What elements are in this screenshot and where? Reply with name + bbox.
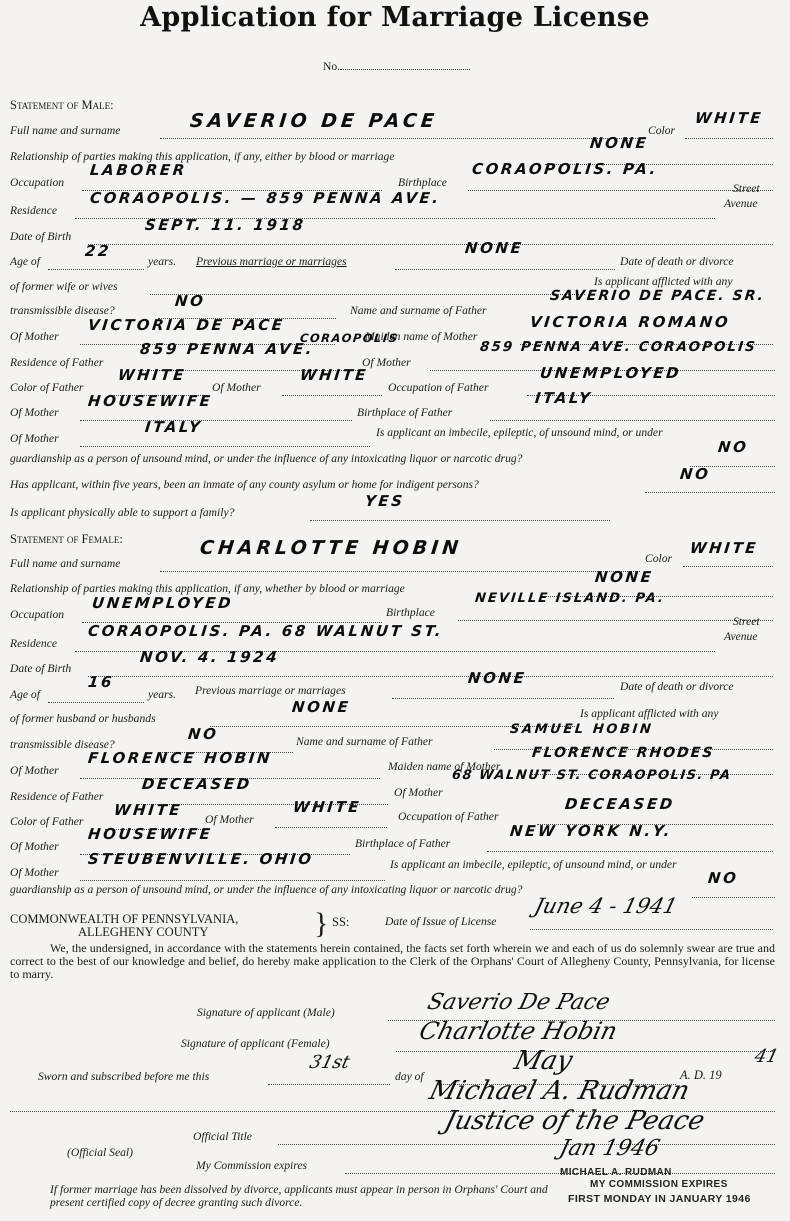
male-birthplace-father-value: ITALY	[534, 389, 594, 407]
issue-date-label: Date of Issue of License	[385, 915, 497, 928]
issue-date-value: June 4 - 1941	[532, 894, 680, 918]
female-father-name-value: SAMUEL HOBIN	[509, 722, 655, 737]
male-occ-mother-label: Of Mother	[10, 406, 59, 419]
female-mother-value: FLORENCE HOBIN	[87, 749, 274, 767]
male-residence-label: Residence	[10, 204, 57, 217]
number-blank	[340, 69, 470, 70]
commission-value: Jan 1946	[556, 1136, 663, 1161]
female-occ-father-value: DECEASED	[564, 795, 676, 813]
female-guardianship-line	[692, 897, 775, 898]
female-birthplace-mother-value: STEUBENVILLE. OHIO	[87, 850, 315, 868]
female-imbecile-label: Is applicant an imbecile, epileptic, of unsound mind, or under	[390, 858, 677, 871]
ad-label: A. D. 19	[680, 1068, 722, 1082]
male-relationship-value: NONE	[589, 134, 650, 152]
male-occ-mother-value: HOUSEWIFE	[87, 392, 214, 410]
female-maiden-label: Maiden name of Mother	[388, 760, 501, 773]
female-occ-mother-label: Of Mother	[10, 840, 59, 853]
female-birthplace-father-value: NEW YORK N.Y.	[509, 822, 674, 840]
female-full-name-label: Full name and surname	[10, 557, 121, 570]
sworn-day-line	[268, 1084, 390, 1085]
male-birthplace-mother-label: Of Mother	[10, 432, 59, 445]
female-color-mother-label: Of Mother	[205, 813, 254, 826]
male-age-value: 22	[84, 242, 113, 260]
male-occupation-label: Occupation	[10, 176, 65, 189]
sworn-day-label: day of	[395, 1070, 424, 1083]
female-occupation-label: Occupation	[10, 608, 65, 621]
male-maiden-value: VICTORIA ROMANO	[529, 313, 732, 331]
male-transmissible-label: transmissible disease?	[10, 304, 115, 317]
male-age-label: Age of	[10, 255, 40, 268]
male-birthplace-father-label: Birthplace of Father	[357, 406, 453, 419]
male-transmissible-value: NO	[174, 292, 207, 310]
female-full-name-line	[160, 571, 640, 572]
female-birthplace-value: NEVILLE ISLAND. PA.	[474, 591, 666, 606]
male-color-label: Color	[648, 124, 676, 137]
male-birthplace-mother-value: ITALY	[144, 418, 204, 436]
female-occ-father-label: Occupation of Father	[398, 810, 499, 823]
male-signature-label: Signature of applicant (Male)	[197, 1006, 335, 1019]
female-res-mother-value: 68 WALNUT ST. CORAOPOLIS. PA	[451, 768, 733, 783]
issue-date-line	[530, 929, 773, 930]
male-birthplace-value: CORAOPOLIS. PA.	[471, 160, 659, 178]
female-birthplace-father-line	[487, 851, 773, 852]
female-color-father-label: Color of Father	[10, 815, 84, 828]
male-asylum-line	[645, 492, 775, 493]
commonwealth-line2: ALLEGHENY COUNTY	[78, 925, 209, 939]
male-asylum-value: NO	[679, 465, 712, 483]
female-signature-label: Signature of applicant (Female)	[181, 1037, 330, 1050]
application-number	[323, 60, 470, 73]
male-color-mother-value: WHITE	[299, 366, 370, 384]
commission-label: My Commission expires	[196, 1159, 307, 1172]
number-label: No.	[323, 60, 341, 73]
female-maiden-value: FLORENCE RHODES	[531, 745, 716, 761]
male-dob-value: SEPT. 11. 1918	[144, 216, 307, 234]
sworn-month-value: May	[511, 1046, 576, 1076]
male-section-heading: Statement of Male:	[10, 98, 114, 112]
male-guardianship-value: NO	[717, 438, 750, 456]
female-guardianship-label: guardianship as a person of unsound mind, or under the influence of any intoxicating liquor or narcotic drug?	[10, 883, 523, 896]
female-occ-mother-value: HOUSEWIFE	[87, 825, 214, 843]
female-former-spouse-label: of former husband or husbands	[10, 712, 156, 725]
male-color-mother-label: Of Mother	[212, 381, 261, 394]
official-title-line	[278, 1144, 775, 1145]
female-res-father-label: Residence of Father	[10, 790, 104, 803]
male-afflicted-label: Is applicant afflicted with any	[594, 275, 733, 288]
official-seal-label: (Official Seal)	[67, 1146, 134, 1159]
female-signature-line	[396, 1051, 775, 1052]
female-dob-value: NOV. 4. 1924	[139, 648, 281, 666]
male-years-label: years.	[148, 255, 177, 268]
male-full-name-label: Full name and surname	[10, 124, 121, 137]
female-age-value: 16	[87, 673, 116, 691]
male-guardianship-label: guardianship as a person of unsound mind, or under the influence of any intoxicating liquor or narcotic drug?	[10, 452, 523, 465]
commonwealth-brace: }	[314, 907, 329, 940]
male-occupation-value: LABORER	[89, 161, 188, 179]
male-res-mother-label: Of Mother	[362, 356, 411, 369]
notary-stamp-commission: MY COMMISSION EXPIRES	[590, 1179, 728, 1190]
female-prev-marriage-value: NONE	[467, 669, 528, 687]
male-age-line	[48, 269, 144, 270]
official-title-label: Official Title	[193, 1130, 252, 1143]
female-birthplace-father-label: Birthplace of Father	[355, 837, 451, 850]
female-age-line	[48, 702, 144, 703]
male-occ-mother-line	[80, 420, 352, 421]
female-prev-marriage-label: Previous marriage or marriages	[195, 684, 346, 697]
male-street-label: Street	[733, 182, 760, 195]
female-father-name-label: Name and surname of Father	[296, 735, 433, 748]
male-occ-father-label: Occupation of Father	[388, 381, 489, 394]
male-color-value: WHITE	[694, 109, 765, 127]
female-color-label: Color	[645, 552, 673, 565]
notary-stamp-expiry: FIRST MONDAY IN JANUARY 1946	[568, 1193, 751, 1205]
female-section-heading: Statement of Female:	[10, 532, 123, 546]
male-birthplace-mother-line	[80, 446, 370, 447]
female-residence-label: Residence	[10, 637, 57, 650]
male-imbecile-label: Is applicant an imbecile, epileptic, of unsound mind, or under	[376, 426, 663, 439]
female-birthplace-label: Birthplace	[386, 606, 435, 619]
female-color-mother-line	[275, 827, 387, 828]
male-color-line	[685, 138, 773, 139]
commonwealth-line1: COMMONWEALTH OF PENNSYLVANIA,	[10, 912, 239, 926]
female-relationship-label: Relationship of parties making this application, if any, whether by blood or marriage	[10, 582, 405, 595]
official-title-value: Justice of the Peace	[441, 1106, 708, 1136]
male-prev-marriage-line	[395, 269, 615, 270]
male-support-label: Is applicant physically able to support a family?	[10, 506, 235, 519]
male-residence-value: CORAOPOLIS. — 859 PENNA AVE.	[89, 189, 442, 207]
footer-note: If former marriage has been dissolved by divorce, applicants must appear in person in Orphans' Court and present certified copy of decree granting such divorce.	[50, 1183, 548, 1209]
male-relationship-label: Relationship of parties making this application, if any, either by blood or marriage	[10, 150, 395, 163]
male-maiden-label: Maiden name of Mother	[365, 330, 478, 343]
female-death-divorce-label: Date of death or divorce	[620, 680, 734, 693]
female-former-spouse-value: NONE	[291, 698, 352, 716]
male-birthplace-father-line	[490, 420, 775, 421]
female-transmissible-value: NO	[187, 725, 220, 743]
male-color-father-value: WHITE	[117, 366, 188, 384]
female-transmissible-label: transmissible disease?	[10, 738, 115, 751]
male-avenue-label: Avenue	[724, 197, 758, 210]
oath-paragraph: We, the undersigned, in accordance with the statements herein contained, the facts set forth wherein we and each of us do solemnly swear are true and correct to the best of our knowledge and belief, do hereby make application to the Clerk of the Orphans' Court of Allegheny County, Pennsylvania, for license to marry.	[10, 941, 775, 981]
notary-stamp-name: MICHAEL A. RUDMAN	[560, 1167, 672, 1178]
male-prev-marriage-label: Previous marriage or marriages	[196, 255, 347, 268]
female-afflicted-label: Is applicant afflicted with any	[580, 707, 719, 720]
female-res-father-value: DECEASED	[141, 775, 253, 793]
male-res-father-label: Residence of Father	[10, 356, 104, 369]
ad-year-value: 41	[752, 1046, 781, 1067]
female-avenue-label: Avenue	[724, 630, 758, 643]
female-relationship-value: NONE	[594, 568, 655, 586]
male-dob-line	[88, 244, 773, 245]
male-full-name-line	[160, 138, 640, 139]
sworn-day-value: 31st	[307, 1052, 352, 1073]
male-asylum-label: Has applicant, within five years, been an inmate of any county asylum or home for indigent persons?	[10, 478, 479, 491]
male-mother-value: VICTORIA DE PACE	[87, 316, 286, 334]
ss-label: SS:	[332, 915, 350, 929]
female-mother-label: Of Mother	[10, 764, 59, 777]
female-years-label: years.	[148, 688, 177, 701]
female-birthplace-line	[458, 620, 773, 621]
male-full-name-value: SAVERIO DE PACE	[188, 110, 439, 132]
female-prev-marriage-line	[392, 698, 614, 699]
female-dob-label: Date of Birth	[10, 662, 72, 675]
male-res-father-value: 859 PENNA AVE.	[139, 340, 316, 358]
male-color-mother-line	[282, 395, 382, 396]
officiant-signature: Michael A. Rudman	[426, 1076, 693, 1106]
male-death-divorce-label: Date of death or divorce	[620, 255, 734, 268]
male-birthplace-line	[468, 190, 773, 191]
male-dob-label: Date of Birth	[10, 230, 72, 243]
female-dob-line	[88, 676, 773, 677]
male-res-mother-value: 859 PENNA AVE. CORAOPOLIS	[479, 339, 758, 355]
male-prev-marriage-value: NONE	[464, 239, 525, 257]
female-birthplace-mother-label: Of Mother	[10, 866, 59, 879]
female-color-mother-value: WHITE	[292, 798, 363, 816]
female-color-value: WHITE	[689, 539, 760, 557]
male-support-line	[310, 520, 610, 521]
male-mother-label: Of Mother	[10, 330, 59, 343]
male-father-name-value: SAVERIO DE PACE. SR.	[549, 288, 766, 304]
female-color-father-value: WHITE	[113, 801, 184, 819]
male-former-spouse-line	[150, 294, 585, 295]
female-signature: Charlotte Hobin	[416, 1017, 621, 1045]
male-birthplace-label: Birthplace	[398, 176, 447, 189]
female-occupation-value: UNEMPLOYED	[91, 594, 235, 612]
female-color-line	[683, 566, 773, 567]
document-title: Application for Marriage License	[140, 2, 650, 33]
female-birthplace-mother-line	[80, 880, 385, 881]
male-occ-father-value: UNEMPLOYED	[539, 364, 683, 382]
male-former-spouse-label: of former wife or wives	[10, 280, 118, 293]
male-signature: Saverio De Pace	[424, 990, 613, 1015]
female-guardianship-value: NO	[707, 869, 740, 887]
female-residence-value: CORAOPOLIS. PA. 68 WALNUT ST.	[87, 622, 445, 640]
female-res-mother-label: Of Mother	[394, 786, 443, 799]
female-age-label: Age of	[10, 688, 40, 701]
male-color-father-label: Color of Father	[10, 381, 84, 394]
male-support-value: YES	[364, 492, 406, 510]
male-res-father-note: CORAOPOLIS	[299, 331, 400, 345]
female-street-label: Street	[733, 615, 760, 628]
male-father-name-label: Name and surname of Father	[350, 304, 487, 317]
female-full-name-value: CHARLOTTE HOBIN	[198, 537, 464, 559]
sworn-label: Sworn and subscribed before me this	[38, 1070, 210, 1083]
